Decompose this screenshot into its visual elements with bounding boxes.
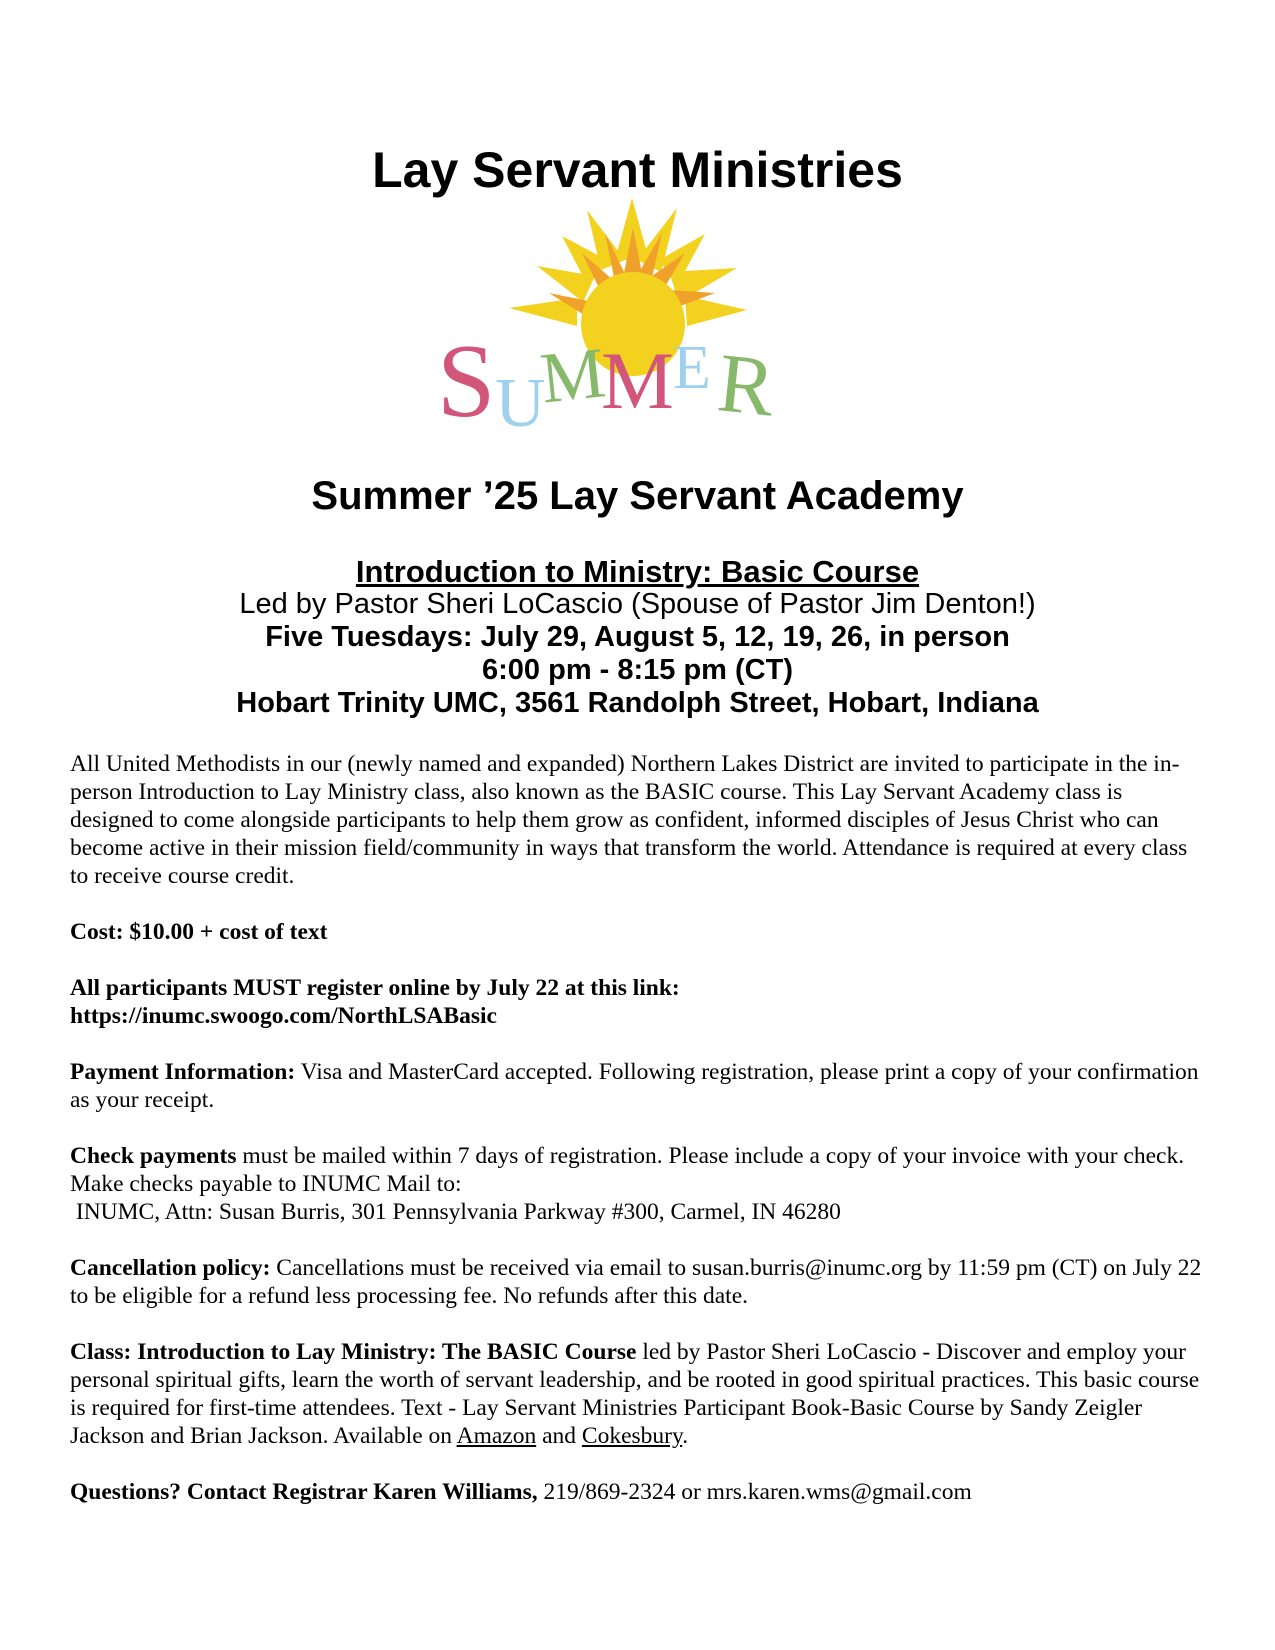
class-paragraph bbox=[70, 1338, 1210, 1450]
registration-paragraph bbox=[70, 974, 1210, 1030]
mailing-address: INUMC, Attn: Susan Burris, 301 Pennsylvania Parkway #300, Carmel, IN 46280 bbox=[75, 1199, 841, 1225]
course-details bbox=[0, 555, 1275, 720]
logo-letter-u: U bbox=[495, 365, 546, 442]
amazon-link[interactable]: Amazon bbox=[456, 1423, 537, 1449]
cokesbury-link[interactable]: Cokesbury bbox=[581, 1423, 683, 1449]
contact-label: Questions? Contact Registrar Karen Williams, bbox=[70, 1479, 538, 1505]
course-time: 6:00 pm - 8:15 pm (CT) bbox=[482, 654, 793, 686]
cancellation-text: Cancellations must be received via email to susan.burris@inumc.org by 11:59 pm (CT) on July 22 to be eligible for a refund less processing fee. No refunds after this date. bbox=[70, 1255, 1202, 1309]
logo-letter-s: S bbox=[437, 322, 496, 439]
check-label: Check payments bbox=[70, 1143, 237, 1169]
course-dates: Five Tuesdays: July 29, August 5, 12, 19, 26, in person bbox=[265, 621, 1010, 653]
body-text bbox=[70, 750, 1210, 1534]
registration-link[interactable]: https://inumc.swoogo.com/NorthLSABasic bbox=[70, 1003, 497, 1029]
cost-paragraph bbox=[70, 918, 1210, 946]
registration-line: All participants MUST register online by July 22 at this link: bbox=[70, 975, 680, 1001]
cancellation-paragraph bbox=[70, 1254, 1210, 1310]
logo-letter-m1: M bbox=[536, 332, 609, 419]
logo-letter-r: R bbox=[713, 336, 779, 435]
logo-letter-e: E bbox=[673, 334, 711, 402]
payment-text: Visa and MasterCard accepted. Following registration, please print a copy of your confirmation as your receipt. bbox=[70, 1059, 1199, 1113]
course-location: Hobart Trinity UMC, 3561 Randolph Street, Hobart, Indiana bbox=[236, 687, 1039, 719]
check-text: must be mailed within 7 days of registration. Please include a copy of your invoice with your check. Make checks payable to INUMC Mail to: bbox=[70, 1143, 1185, 1197]
summer-logo bbox=[437, 198, 837, 458]
class-label: Class: Introduction to Lay Ministry: The BASIC Course bbox=[70, 1339, 637, 1365]
contact-text: 219/869-2324 or mrs.karen.wms@gmail.com bbox=[537, 1479, 972, 1505]
course-heading: Introduction to Ministry: Basic Course bbox=[355, 554, 920, 589]
cost-text: Cost: $10.00 + cost of text bbox=[70, 919, 328, 945]
class-end: . bbox=[682, 1423, 689, 1449]
academy-title: Summer ’25 Lay Servant Academy bbox=[311, 474, 964, 518]
logo-letter-m2: M bbox=[601, 335, 674, 426]
contact-paragraph bbox=[70, 1478, 1210, 1506]
intro-paragraph: All United Methodists in our (newly named and expanded) Northern Lakes District are invited to participate in the in-person Introduction to Lay Ministry class, also known as the BASIC course. This Lay Servant Academy class is designed to come alongside participants to help them grow as confident, informed disciples of Jesus Christ who can become active in their mission field/community in ways that transform the world. Attendance is required at every class to receive course credit. bbox=[70, 751, 1188, 889]
course-leader: Led by Pastor Sheri LoCascio (Spouse of Pastor Jim Denton!) bbox=[239, 588, 1036, 620]
payment-label: Payment Information: bbox=[70, 1059, 296, 1085]
payment-paragraph bbox=[70, 1058, 1210, 1114]
class-text: led by Pastor Sheri LoCascio - Discover and employ your personal spiritual gifts, learn the worth of servant leadership, and be rooted in good spiritual practices. This basic course is required for first-time attendees. Text - Lay Servant Ministries Participant Book-Basic Course by Sandy Zeigler Jackson and Brian Jackson. Available on bbox=[70, 1339, 1200, 1449]
check-paragraph bbox=[70, 1142, 1210, 1226]
sun-icon bbox=[437, 198, 837, 458]
cancellation-label: Cancellation policy: bbox=[70, 1255, 271, 1281]
page-title: Lay Servant Ministries bbox=[372, 142, 903, 198]
class-and: and bbox=[536, 1423, 582, 1449]
